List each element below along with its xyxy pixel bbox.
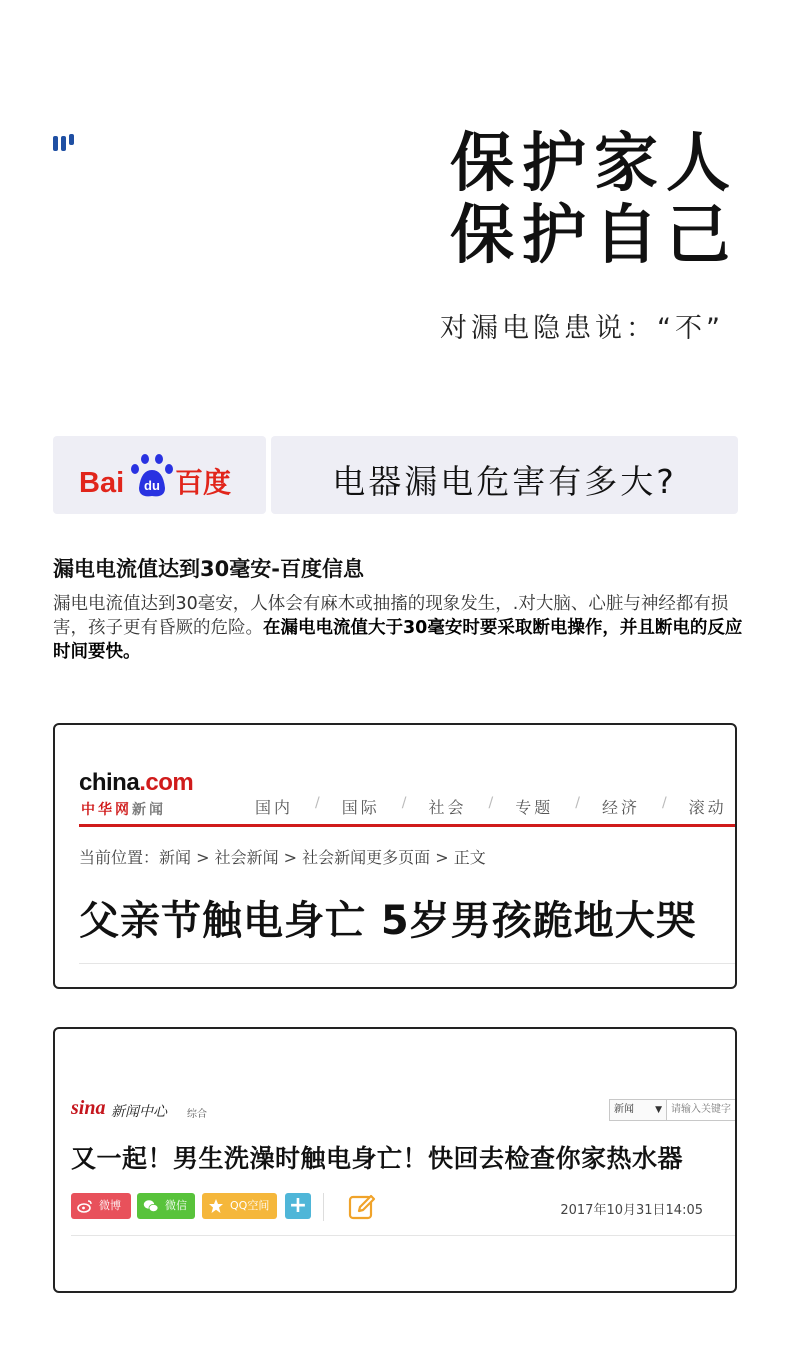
sina-article-title: 又一起！男生洗澡时触电身亡！快回去检查你家热水器 — [71, 1144, 684, 1173]
star-icon — [208, 1198, 224, 1214]
question-text: 电器漏电危害有多大? — [332, 462, 677, 501]
sina-select-value: 新闻 — [614, 1104, 634, 1115]
wechat-icon — [143, 1198, 159, 1214]
brand-marks-icon — [53, 134, 77, 152]
sina-section-tag: 综合 — [187, 1109, 207, 1120]
breadcrumb: 当前位置：新闻 > 社会新闻 > 社会新闻更多页面 > 正文 — [79, 848, 486, 867]
subhead: 对漏电隐患说：“不” — [440, 313, 724, 344]
share-qzone-button[interactable] — [202, 1193, 277, 1219]
china-logo — [79, 769, 193, 797]
baidu-logo-du: du — [144, 478, 160, 493]
divider — [323, 1193, 324, 1221]
share-weibo-button[interactable] — [71, 1193, 131, 1219]
nav-separator: / — [488, 795, 494, 811]
weibo-icon — [77, 1198, 93, 1214]
china-nav-item[interactable]: 滚动 — [688, 798, 727, 817]
china-news-screenshot — [53, 723, 737, 989]
sina-search-select[interactable] — [609, 1099, 667, 1121]
share-qzone-label: QQ空间 — [230, 1199, 270, 1212]
info-body-normal: 漏电电流值达到30毫安，人体会有麻木或抽搐的现象发生，.对大脑、心脏与神经都有损害，孩子更有昏厥的危险。 — [53, 594, 729, 638]
nav-separator: / — [661, 795, 667, 811]
headline-line-2: 保护自己 — [450, 199, 738, 273]
china-logo-sub — [81, 799, 166, 819]
china-nav-item[interactable]: 专题 — [515, 798, 554, 817]
china-nav — [255, 795, 727, 818]
share-weibo-label: 微博 — [99, 1199, 121, 1212]
article-date: 2017年10月31日14:05 — [560, 1203, 703, 1218]
sina-center-label: 新闻中心 — [111, 1104, 167, 1120]
divider — [71, 1235, 735, 1236]
chevron-down-icon: ▼ — [655, 1105, 662, 1115]
china-logo-sub-red: 中华网 — [81, 802, 132, 818]
china-nav-item[interactable]: 国内 — [255, 798, 294, 817]
sina-search-input[interactable]: 请输入关键字 — [667, 1099, 737, 1121]
info-body-bold: 在漏电电流值大于30毫安时要采取断电操作，并且断电的反应时间要快。 — [53, 618, 743, 662]
china-logo-dot: .com — [139, 769, 194, 796]
share-more-button[interactable]: + — [285, 1193, 311, 1219]
divider — [79, 963, 735, 964]
baidu-logo-panel — [53, 436, 266, 514]
sina-logo: sina — [71, 1097, 106, 1119]
share-wechat-button[interactable] — [137, 1193, 195, 1219]
info-title: 漏电电流值达到30毫安-百度信息 — [53, 557, 364, 581]
china-logo-main: china — [79, 769, 140, 796]
china-nav-item[interactable]: 社会 — [428, 798, 467, 817]
sina-news-screenshot — [53, 1027, 737, 1293]
china-nav-item[interactable]: 经济 — [601, 798, 640, 817]
nav-separator: / — [575, 795, 580, 811]
baidu-logo — [79, 454, 241, 498]
baidu-logo-cn: 百度 — [175, 466, 232, 498]
baidu-logo-bai: Bai — [79, 467, 125, 498]
china-logo-sub-gray: 新闻 — [132, 802, 166, 818]
china-article-title: 父亲节触电身亡 5岁男孩跪地大哭 — [79, 898, 697, 944]
nav-separator: / — [315, 795, 320, 811]
question-panel — [271, 436, 738, 514]
edit-icon[interactable] — [347, 1192, 377, 1222]
china-nav-item[interactable]: 国际 — [341, 798, 380, 817]
headline-line-1: 保护家人 — [450, 127, 738, 201]
headline — [450, 128, 738, 272]
info-body — [53, 592, 743, 664]
nav-separator: / — [401, 795, 407, 811]
share-wechat-label: 微信 — [165, 1199, 187, 1212]
china-nav-underline — [79, 824, 735, 827]
